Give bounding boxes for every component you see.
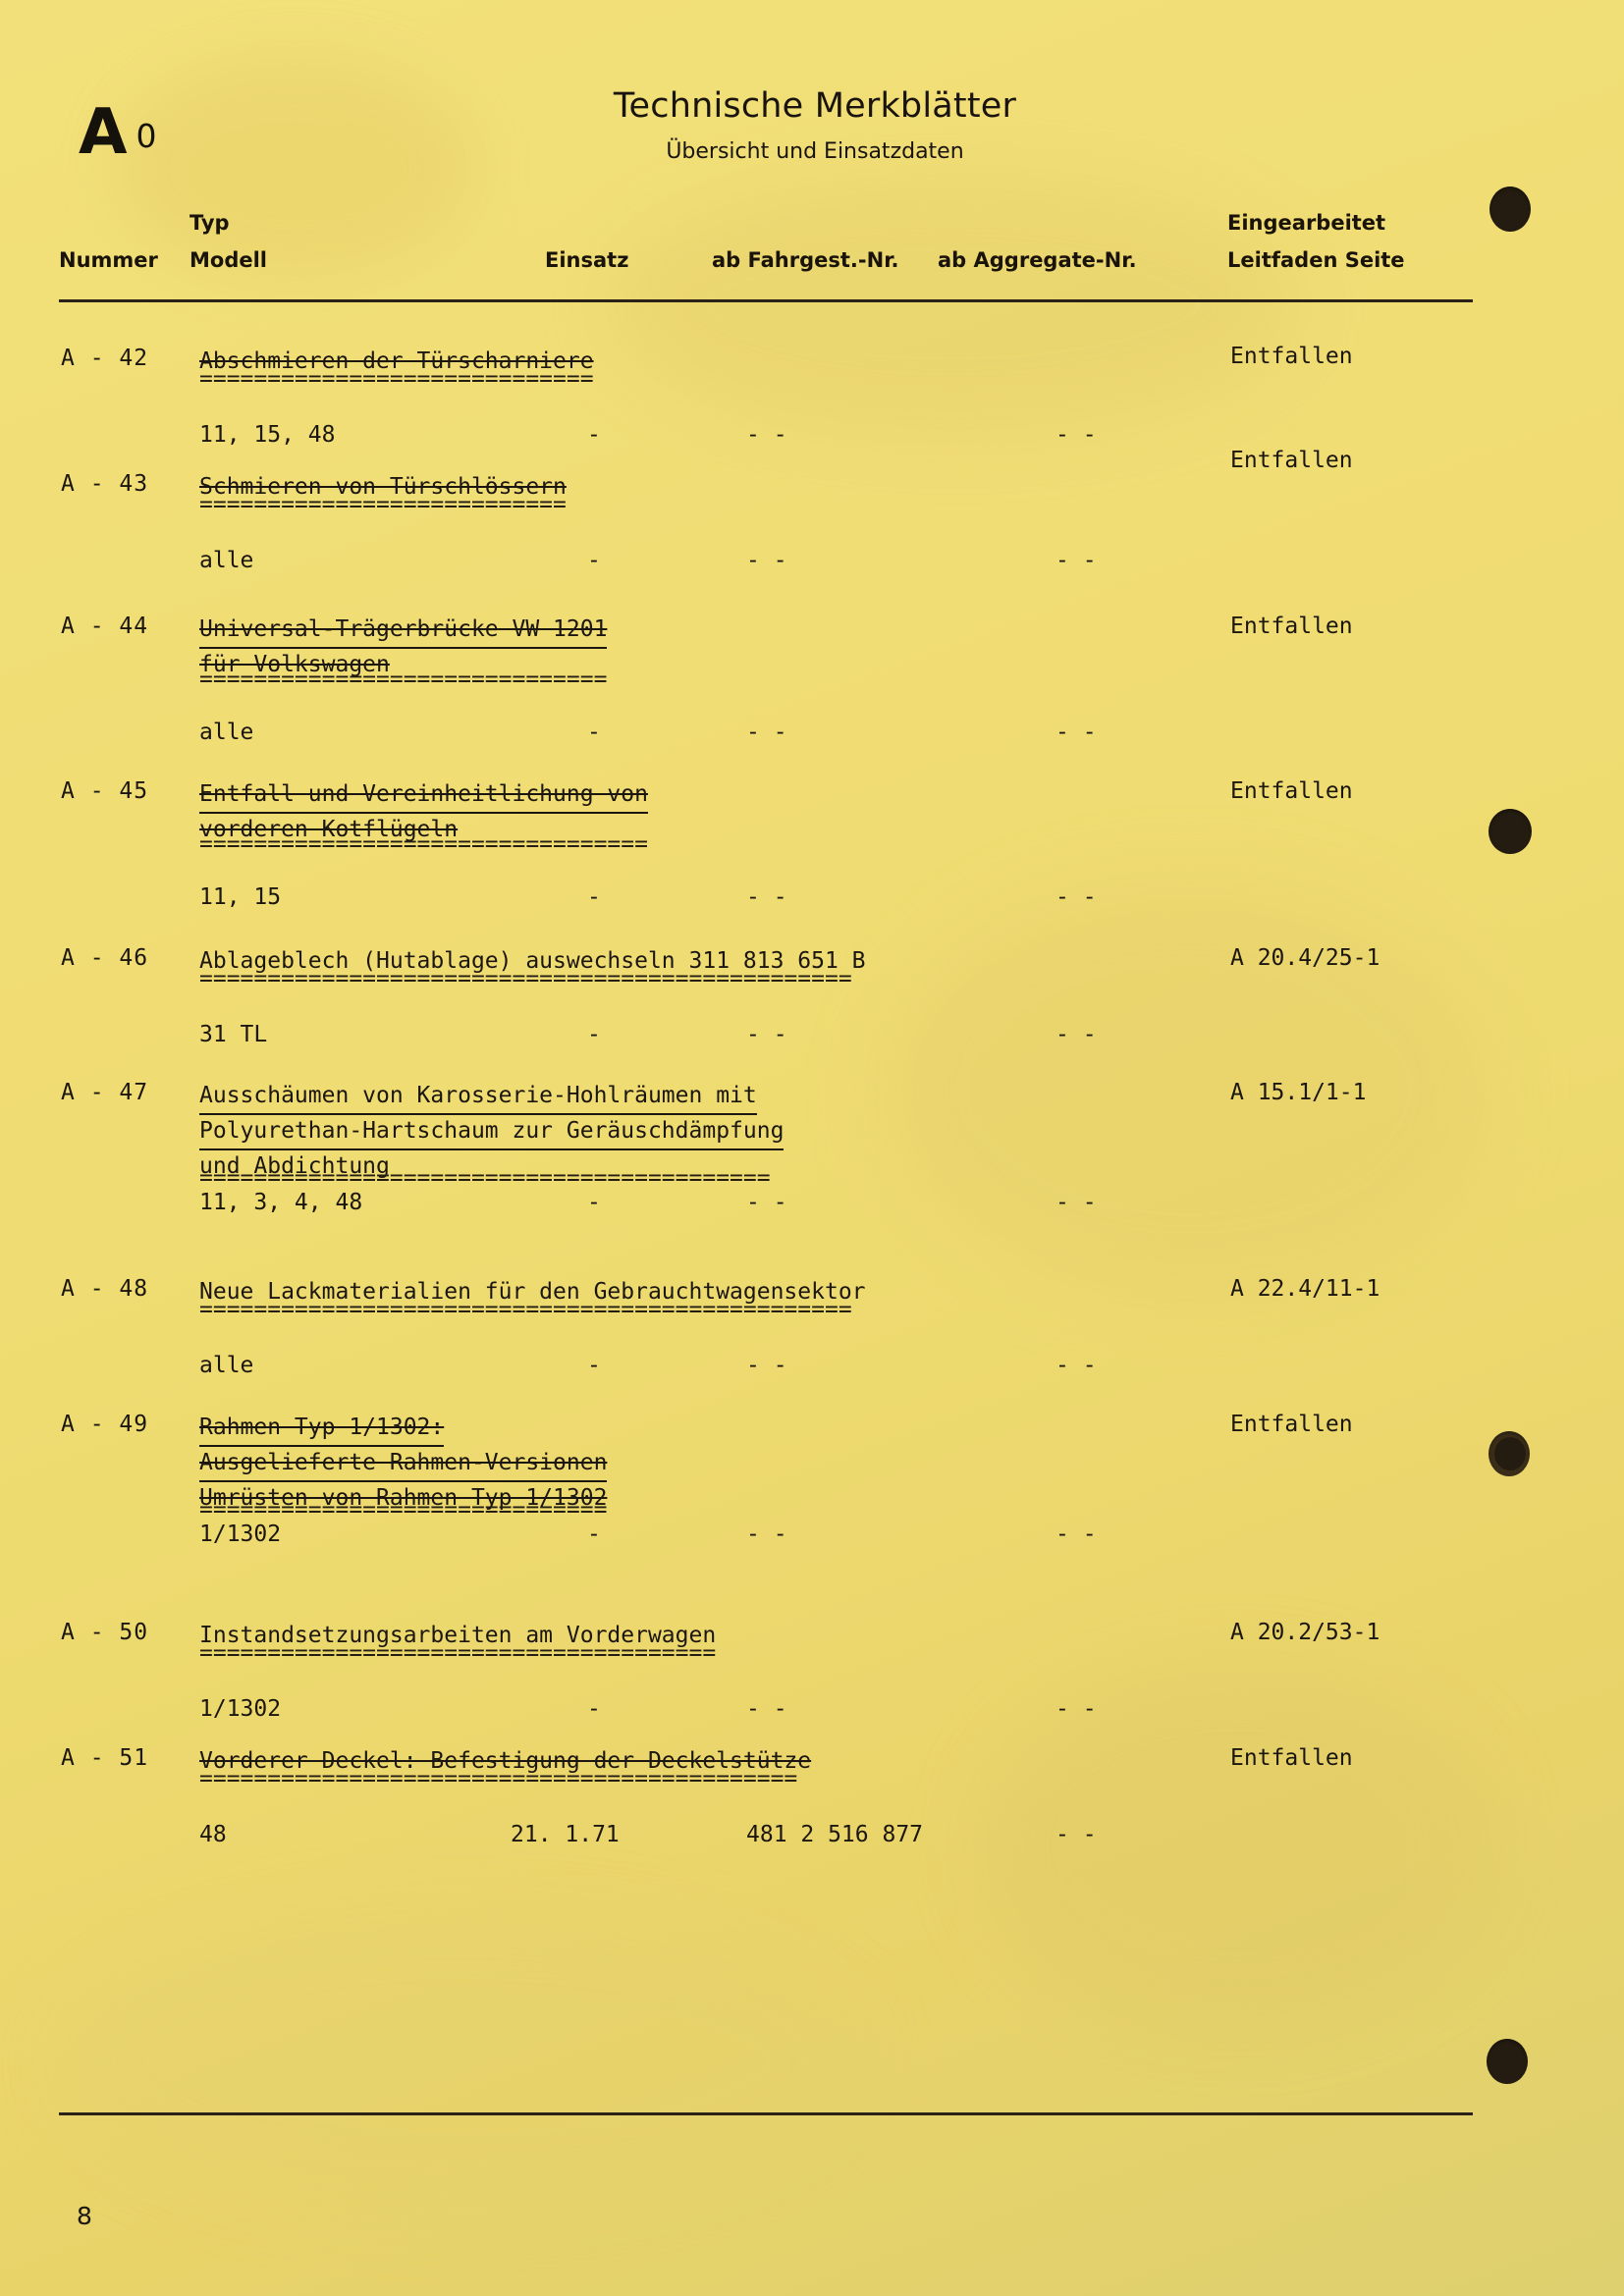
entry-title-underline: [199, 1305, 852, 1314]
entry-einsatz: 21. 1.71: [511, 1822, 620, 1847]
entry-number: A - 48: [61, 1276, 149, 1302]
entry-aggregate-nr: - -: [1056, 1022, 1097, 1047]
entry-aggregate-nr: - -: [1056, 884, 1097, 910]
entry-title-line: Instandsetzungsarbeiten am Vorderwagen: [199, 1623, 717, 1648]
entry-model: 11, 3, 4, 48: [199, 1190, 363, 1215]
entry-fahrgestell-nr: - -: [746, 1022, 787, 1047]
entry-fahrgestell-nr: - -: [746, 884, 787, 910]
entry-title-underline: [199, 1774, 797, 1784]
entry-title: [199, 614, 607, 681]
entry-aggregate-nr: - -: [1056, 548, 1097, 573]
entry-title-line: Ablageblech (Hutablage) auswechseln 311 813 651 B: [199, 948, 866, 974]
entry-einsatz: -: [587, 1190, 601, 1215]
entry-title-line: Vorderer Deckel: Befestigung der Deckelstütze: [199, 1748, 812, 1774]
entry-reference: A 15.1/1-1: [1230, 1080, 1367, 1105]
entry-title-line: Polyurethan-Hartschaum zur Geräuschdämpfung: [199, 1115, 784, 1150]
entry-number: A - 43: [61, 471, 149, 497]
entry-aggregate-nr: - -: [1056, 1353, 1097, 1378]
entry-fahrgestell-nr: - -: [746, 548, 787, 573]
entry-reference: Entfallen: [1230, 778, 1353, 804]
page-number: 8: [77, 2202, 92, 2230]
logo-number: 0: [135, 117, 157, 155]
entry-fahrgestell-nr: - -: [746, 422, 787, 448]
entry-number: A - 49: [61, 1412, 149, 1437]
entry-title-underline: [199, 974, 852, 984]
entry-reference: A 20.2/53-1: [1230, 1620, 1380, 1645]
entry-aggregate-nr: - -: [1056, 1822, 1097, 1847]
entry-reference: Entfallen: [1230, 448, 1353, 473]
entry-title-underline: [199, 1648, 716, 1658]
logo-letter: A: [79, 96, 129, 169]
footer-divider: [59, 2112, 1473, 2115]
column-header-einsatz: Einsatz: [545, 248, 629, 272]
page-title: Technische Merkblätter: [613, 86, 1017, 126]
entry-title-line: Ausgelieferte Rahmen-Versionen: [199, 1447, 607, 1482]
entry-number: A - 42: [61, 346, 149, 371]
entry-einsatz: -: [587, 422, 601, 448]
page-subtitle: Übersicht und Einsatzdaten: [666, 139, 964, 164]
entry-reference: Entfallen: [1230, 1412, 1353, 1437]
entry-title-underline: [199, 374, 594, 384]
entry-model: alle: [199, 548, 254, 573]
entry-title-line: Umrüsten von Rahmen Typ 1/1302: [199, 1485, 608, 1511]
entry-model: alle: [199, 1353, 254, 1378]
entry-title-underline: [199, 500, 567, 509]
column-header-fahrgestell-nr: ab Fahrgest.-Nr.: [712, 248, 899, 272]
entry-number: A - 46: [61, 945, 149, 971]
entry-aggregate-nr: - -: [1056, 1696, 1097, 1722]
entry-title-line: Abschmieren der Türscharniere: [199, 348, 594, 374]
entry-title-line: für Volkswagen: [199, 652, 390, 677]
entry-model: alle: [199, 720, 254, 745]
entry-aggregate-nr: - -: [1056, 1190, 1097, 1215]
entry-reference: Entfallen: [1230, 614, 1353, 639]
entry-model: 48: [199, 1822, 227, 1847]
entry-title: [199, 778, 648, 846]
entry-fahrgestell-nr: - -: [746, 1190, 787, 1215]
entry-title: [199, 1412, 607, 1515]
column-header-nummer: Nummer: [59, 248, 158, 272]
entry-einsatz: -: [587, 1353, 601, 1378]
entry-title-line: Entfall und Vereinheitlichung von: [199, 778, 648, 814]
entry-reference: A 22.4/11-1: [1230, 1276, 1380, 1302]
entry-fahrgestell-nr: 481 2 516 877: [746, 1822, 924, 1847]
column-header-modell: Modell: [189, 248, 267, 272]
entry-reference: A 20.4/25-1: [1230, 945, 1380, 971]
entry-fahrgestell-nr: - -: [746, 1522, 787, 1547]
column-header-leitfaden-seite: Leitfaden Seite: [1227, 248, 1405, 272]
entry-title-line: Ausschäumen von Karosserie-Hohlräumen mit: [199, 1080, 757, 1115]
entry-einsatz: -: [587, 1696, 601, 1722]
entry-title-line: Schmieren von Türschlössern: [199, 474, 567, 500]
entry-einsatz: -: [587, 720, 601, 745]
column-header-aggregate-nr: ab Aggregate-Nr.: [938, 248, 1137, 272]
entry-number: A - 45: [61, 778, 149, 804]
entry-model: 1/1302: [199, 1696, 282, 1722]
entry-einsatz: -: [587, 548, 601, 573]
entry-title-underline: [199, 674, 607, 684]
entry-model: 31 TL: [199, 1022, 268, 1047]
entry-number: A - 50: [61, 1620, 149, 1645]
entry-fahrgestell-nr: - -: [746, 720, 787, 745]
entry-number: A - 47: [61, 1080, 149, 1105]
entry-title: [199, 1080, 784, 1183]
entry-einsatz: -: [587, 1522, 601, 1547]
column-header-typ: Typ: [189, 211, 230, 235]
entry-einsatz: -: [587, 884, 601, 910]
entry-einsatz: -: [587, 1022, 601, 1047]
column-header-eingearbeitet: Eingearbeitet: [1227, 211, 1386, 235]
entry-reference: Entfallen: [1230, 344, 1353, 369]
entry-reference: Entfallen: [1230, 1745, 1353, 1771]
entry-title-line: vorderen Kotflügeln: [199, 817, 459, 842]
entry-fahrgestell-nr: - -: [746, 1696, 787, 1722]
entry-title-line: und Abdichtung: [199, 1153, 390, 1179]
entry-aggregate-nr: - -: [1056, 720, 1097, 745]
entry-number: A - 44: [61, 614, 149, 639]
entry-number: A - 51: [61, 1745, 149, 1771]
entry-title-line: Neue Lackmaterialien für den Gebrauchtwagensektor: [199, 1279, 866, 1305]
entry-title-underline: [199, 839, 648, 849]
entry-title-line: Universal-Trägerbrücke VW 1201: [199, 614, 607, 649]
entry-aggregate-nr: - -: [1056, 422, 1097, 448]
entry-model: 11, 15, 48: [199, 422, 336, 448]
entry-model: 1/1302: [199, 1522, 282, 1547]
entry-aggregate-nr: - -: [1056, 1522, 1097, 1547]
entry-title-line: Rahmen Typ 1/1302:: [199, 1412, 444, 1447]
entry-title-underline: [199, 1173, 771, 1183]
entry-title-underline: [199, 1505, 607, 1515]
entry-model: 11, 15: [199, 884, 282, 910]
entry-fahrgestell-nr: - -: [746, 1353, 787, 1378]
